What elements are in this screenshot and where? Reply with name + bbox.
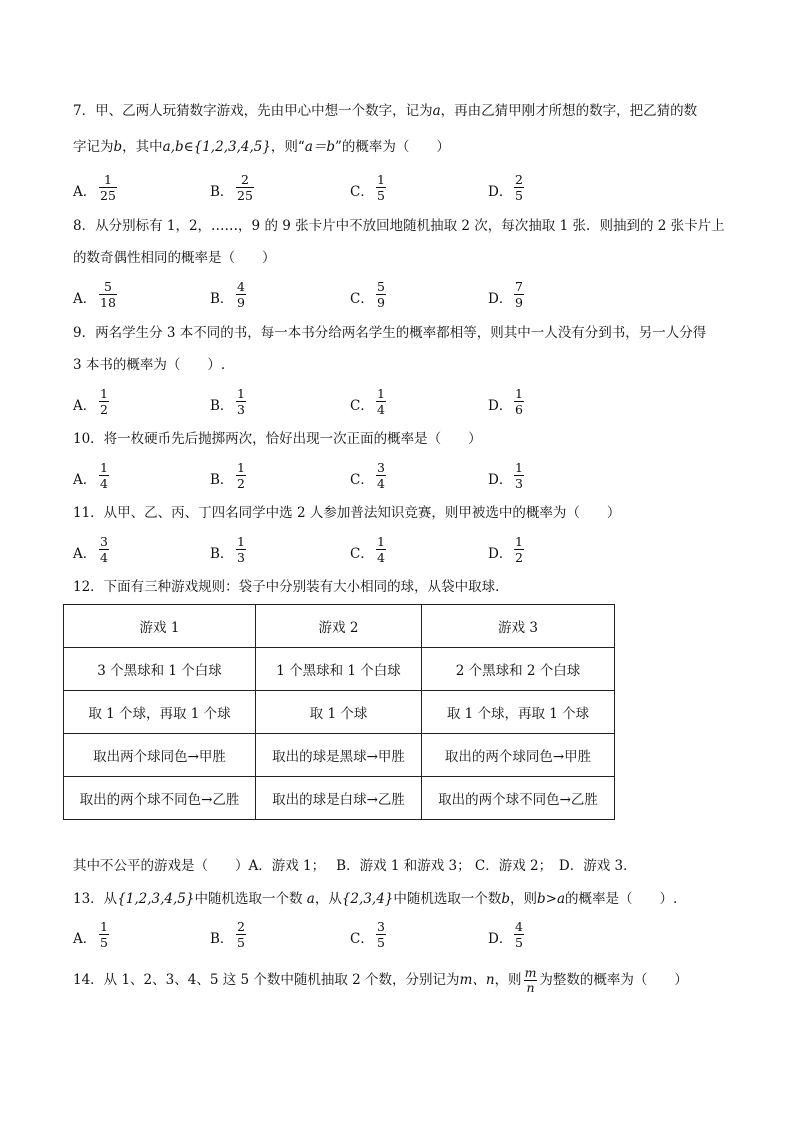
option-fraction — [236, 386, 246, 417]
fraction-denominator: 9 — [237, 295, 245, 310]
fraction-denominator: 5 — [100, 935, 108, 950]
q7-line1: 7．甲、乙两人玩猜数字游戏，先由甲心中想一个数字，记为a，再由乙猜甲刚才所想的数字，把乙猜的数 — [73, 103, 698, 119]
table-cell: 取 1 个球 — [256, 691, 422, 734]
fraction-numerator: 3 — [377, 460, 385, 475]
option-label: A． — [73, 291, 97, 307]
option-fraction — [376, 172, 386, 203]
q13-line1: 13．从{1,2,3,4,5}中随机选取一个数 a，从{2,3,4}中随机选取一个数b，则b>a的概率是（ ）. — [73, 891, 678, 907]
option-fraction — [99, 172, 117, 203]
fraction-denominator: 4 — [377, 402, 385, 417]
fraction-numerator: 2 — [236, 172, 254, 188]
table-cell: 1 个黑球和 1 个白球 — [256, 648, 422, 691]
fraction-numerator: 1 — [377, 386, 385, 401]
fraction-denominator: 5 — [377, 935, 385, 950]
fraction-numerator: 1 — [237, 386, 245, 401]
fraction-denominator: 5 — [515, 188, 523, 203]
option-label: A． — [73, 184, 97, 200]
option-label: D． — [488, 472, 513, 488]
fraction-numerator: 1 — [99, 172, 117, 188]
option-fraction — [376, 534, 386, 565]
option-label: B． — [210, 184, 234, 200]
table-cell: 游戏 3 — [422, 605, 615, 648]
option-fraction — [514, 386, 524, 417]
option-label: D． — [488, 931, 513, 947]
q9-line1: 9．两名学生分 3 本不同的书，每一本书分给两名学生的概率都相等，则其中一人没有分到书，另一人分得 — [73, 325, 707, 341]
option-fraction — [236, 172, 254, 203]
game-rules-table — [63, 604, 615, 820]
option-label: C． — [350, 398, 374, 414]
fraction-denominator: 9 — [377, 295, 385, 310]
option-fraction — [99, 386, 109, 417]
table-cell: 取出两个球同色→甲胜 — [64, 734, 256, 777]
option-fraction — [514, 919, 524, 950]
table-cell: 取出的两个球同色→甲胜 — [422, 734, 615, 777]
fraction-numerator: 1 — [377, 534, 385, 549]
fraction-numerator: 1 — [237, 534, 245, 549]
table-cell: 取出的两个球不同色→乙胜 — [64, 777, 256, 820]
table-cell: 游戏 2 — [256, 605, 422, 648]
option-label: A． — [73, 931, 97, 947]
q14-fraction: $\frac{m}{n}$ — [524, 965, 537, 995]
fraction-denominator: 2 — [237, 476, 245, 491]
option-fraction — [376, 386, 386, 417]
option-label: A． — [73, 472, 97, 488]
table-row — [64, 734, 615, 777]
fraction-denominator: 3 — [237, 550, 245, 565]
q12-answer-line: 其中不公平的游戏是（ ）A．游戏 1； B．游戏 1 和游戏 3； C．游戏 2； D．游戏 3． — [73, 858, 637, 874]
table-header-row — [64, 605, 615, 648]
option-fraction — [236, 460, 246, 491]
option-fraction — [99, 919, 109, 950]
table-cell: 2 个黑球和 2 个白球 — [422, 648, 615, 691]
fraction-denominator: 25 — [237, 188, 253, 203]
option-label: A． — [73, 546, 97, 562]
q12-line1: 12．下面有三种游戏规则：袋子中分别装有大小相同的球，从袋中取球． — [73, 579, 509, 595]
fraction-denominator: 18 — [100, 295, 116, 310]
fraction-denominator: 5 — [237, 935, 245, 950]
fraction-denominator: 5 — [377, 188, 385, 203]
table-row — [64, 691, 615, 734]
fraction-numerator: 3 — [377, 919, 385, 934]
option-label: C． — [350, 291, 374, 307]
option-label: B． — [210, 931, 234, 947]
table-cell: 游戏 1 — [64, 605, 256, 648]
fraction-denominator: 4 — [100, 476, 108, 491]
fraction-numerator: 2 — [237, 919, 245, 934]
q11-line1: 11．从甲、乙、丙、丁四名同学中选 2 人参加普法知识竞赛，则甲被选中的概率为（ ） — [73, 505, 621, 521]
option-label: D． — [488, 546, 513, 562]
fraction-denominator: 9 — [515, 295, 523, 310]
q14-line1: 14．从 1、2、3、4、5 这 5 个数中随机抽取 2 个数，分别记为m、n，则 $\frac{m}{n}$ 为整数的概率为（ ） — [73, 965, 688, 995]
option-fraction — [99, 279, 117, 310]
option-fraction — [376, 460, 386, 491]
option-label: C． — [350, 546, 374, 562]
q9-line2: 3 本书的概率为（ ）. — [73, 357, 226, 373]
fraction-numerator: 1 — [515, 534, 523, 549]
fraction-numerator: 1 — [100, 919, 108, 934]
fraction-numerator: 4 — [237, 279, 245, 294]
option-label: C． — [350, 472, 374, 488]
table-row — [64, 648, 615, 691]
fraction-denominator: 2 — [100, 402, 108, 417]
fraction-numerator: 5 — [99, 279, 117, 295]
q8-line2: 的数奇偶性相同的概率是（ ） — [73, 250, 276, 266]
fraction-numerator: 5 — [377, 279, 385, 294]
option-label: D． — [488, 184, 513, 200]
fraction-numerator: 4 — [515, 919, 523, 934]
option-label: D． — [488, 291, 513, 307]
option-label: C． — [350, 184, 374, 200]
fraction-denominator: 4 — [100, 550, 108, 565]
option-label: B． — [210, 472, 234, 488]
fraction-denominator: 4 — [377, 550, 385, 565]
table-cell: 取出的两个球不同色→乙胜 — [422, 777, 615, 820]
fraction-numerator: 1 — [100, 460, 108, 475]
fraction-numerator: 2 — [515, 172, 523, 187]
fraction-numerator: 1 — [237, 460, 245, 475]
fraction-denominator: 6 — [515, 402, 523, 417]
option-fraction — [514, 279, 524, 310]
q7-line2: 字记为b，其中a,b∈{1,2,3,4,5}，则“a＝b”的概率为（ ） — [73, 139, 450, 155]
fraction-denominator: 4 — [377, 476, 385, 491]
option-fraction — [99, 460, 109, 491]
table-row — [64, 777, 615, 820]
option-label: B． — [210, 546, 234, 562]
option-fraction — [376, 919, 386, 950]
fraction-numerator: 1 — [515, 386, 523, 401]
option-label: D． — [488, 398, 513, 414]
option-fraction — [99, 534, 109, 565]
option-label: B． — [210, 291, 234, 307]
option-fraction — [236, 534, 246, 565]
option-fraction — [376, 279, 386, 310]
fraction-numerator: 3 — [100, 534, 108, 549]
option-label: C． — [350, 931, 374, 947]
option-fraction — [514, 172, 524, 203]
table-cell: 取 1 个球，再取 1 个球 — [422, 691, 615, 734]
fraction-denominator: 3 — [515, 476, 523, 491]
q8-line1: 8．从分别标有 1，2，……，9 的 9 张卡片中不放回地随机抽取 2 次，每次抽取 1 张．则抽到的 2 张卡片上 — [73, 218, 725, 234]
q10-line1: 10．将一枚硬币先后抛掷两次，恰好出现一次正面的概率是（ ） — [73, 431, 482, 447]
fraction-denominator: 5 — [515, 935, 523, 950]
table-cell: 取 1 个球，再取 1 个球 — [64, 691, 256, 734]
option-fraction — [236, 279, 246, 310]
table-cell: 取出的球是白球→乙胜 — [256, 777, 422, 820]
option-fraction — [514, 534, 524, 565]
fraction-numerator: 1 — [100, 386, 108, 401]
fraction-denominator: 3 — [237, 402, 245, 417]
fraction-numerator: 1 — [515, 460, 523, 475]
option-label: B． — [210, 398, 234, 414]
fraction-numerator: 7 — [515, 279, 523, 294]
table-cell: 3 个黑球和 1 个白球 — [64, 648, 256, 691]
fraction-numerator: 1 — [377, 172, 385, 187]
fraction-denominator: 2 — [515, 550, 523, 565]
fraction-denominator: 25 — [100, 188, 116, 203]
option-label: A． — [73, 398, 97, 414]
option-fraction — [514, 460, 524, 491]
option-fraction — [236, 919, 246, 950]
table-cell: 取出的球是黑球→甲胜 — [256, 734, 422, 777]
